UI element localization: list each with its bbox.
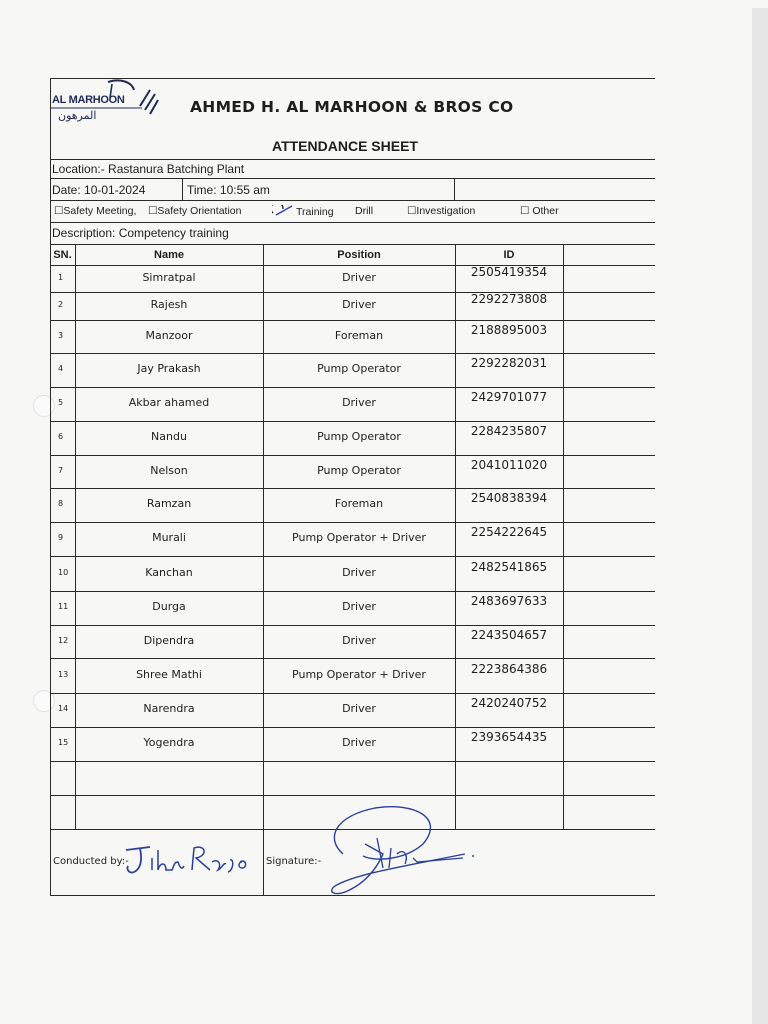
row-name: Shree Mathi [136, 668, 202, 681]
option-safety-meeting: ☐Safety Meeting, [54, 205, 137, 217]
table-row-divider [50, 658, 655, 659]
row-divider [50, 200, 655, 201]
row-position: Pump Operator [317, 430, 401, 443]
row-sn: 6 [58, 432, 64, 441]
table-row-divider [50, 455, 655, 456]
row-sn: 14 [58, 704, 69, 713]
time-field: Time: 10:55 am [187, 183, 270, 197]
option-investigation: ☐Investigation [407, 205, 476, 217]
conductor-handwritten-name [122, 840, 262, 880]
row-id: 2292282031 [470, 356, 548, 370]
row-name: Dipendra [143, 634, 195, 647]
header-id: ID [503, 249, 515, 261]
row-id: 2482541865 [470, 560, 548, 574]
footer-divider [263, 829, 264, 895]
row-id: 2505419354 [470, 265, 548, 279]
table-row-divider [50, 292, 655, 293]
table-row-divider [50, 591, 655, 592]
table-row-divider [50, 488, 655, 489]
table-column-divider [563, 244, 564, 829]
row-position: Foreman [334, 497, 384, 510]
row-position: Driver [342, 702, 376, 715]
row-position: Driver [342, 600, 376, 613]
row-id: 2429701077 [470, 390, 548, 404]
col-divider [454, 178, 455, 200]
row-sn: 5 [58, 398, 64, 407]
row-position: Driver [342, 736, 376, 749]
logo-text-arabic: المرهون [58, 109, 97, 122]
row-position: Driver [342, 298, 376, 311]
row-position: Driver [342, 566, 376, 579]
row-id: 2188895003 [470, 323, 548, 337]
page-edge-shadow [752, 8, 768, 1024]
header-sn: SN. [53, 249, 72, 261]
row-sn: 2 [58, 300, 64, 309]
row-position: Driver [342, 396, 376, 409]
header-bottom-border [50, 265, 655, 266]
row-name: Jay Prakash [137, 362, 201, 375]
row-id: 2483697633 [470, 594, 548, 608]
row-sn: 8 [58, 499, 64, 508]
row-id: 2041011020 [470, 458, 548, 472]
row-position: Pump Operator [317, 464, 401, 477]
table-row-divider [50, 727, 655, 728]
row-name: Narendra [143, 702, 195, 715]
logo-text-english: AL MARHOON [52, 94, 125, 106]
row-name: Murali [152, 531, 186, 544]
table-row-divider [50, 625, 655, 626]
row-sn: 7 [58, 466, 64, 475]
company-logo [50, 78, 160, 128]
signature-scribble [305, 798, 485, 898]
table-row-divider [50, 556, 655, 557]
description-field: Description: Competency training [52, 226, 229, 240]
table-row-divider [50, 795, 655, 796]
row-id: 2284235807 [470, 424, 548, 438]
option-drill: Drill [355, 205, 374, 217]
header-name: Name [154, 249, 184, 261]
row-position: Foreman [334, 329, 384, 342]
row-sn: 15 [58, 738, 69, 747]
row-name: Nandu [151, 430, 187, 443]
left-border [50, 78, 51, 896]
row-name: Kanchan [145, 566, 193, 579]
row-sn: 13 [58, 670, 69, 679]
row-name: Durga [152, 600, 186, 613]
row-sn: 10 [58, 568, 69, 577]
row-id: 2393654435 [470, 730, 548, 744]
table-row-divider [50, 761, 655, 762]
row-position: Driver [342, 271, 376, 284]
table-row-divider [50, 320, 655, 321]
row-id: 2540838394 [470, 491, 548, 505]
row-name: Ramzan [146, 497, 192, 510]
company-name: AHMED H. AL MARHOON & BROS CO [190, 98, 514, 116]
row-position: Pump Operator [317, 362, 401, 375]
row-id: 2292273808 [470, 292, 548, 306]
option-training-label: Training [296, 205, 334, 218]
row-divider [50, 159, 655, 160]
row-id: 2420240752 [470, 696, 548, 710]
option-safety-orientation: ☐Safety Orientation [148, 205, 242, 217]
row-id: 2243504657 [470, 628, 548, 642]
row-name: Rajesh [150, 298, 188, 311]
signature-label: Signature:- [266, 856, 322, 867]
row-sn: 11 [58, 602, 69, 611]
table-row-divider [50, 387, 655, 388]
row-name: Manzoor [145, 329, 193, 342]
row-position: Pump Operator + Driver [292, 531, 426, 544]
header-position: Position [337, 249, 381, 261]
table-row-divider [50, 522, 655, 523]
date-field: Date: 10-01-2024 [52, 183, 146, 197]
row-sn: 12 [58, 636, 69, 645]
sheet-title: ATTENDANCE SHEET [272, 138, 418, 154]
row-name: Akbar ahamed [128, 396, 210, 409]
row-sn: 3 [58, 331, 64, 340]
attendance-sheet [50, 78, 655, 896]
row-divider [50, 178, 655, 179]
table-row-divider [50, 421, 655, 422]
row-sn: 4 [58, 364, 64, 373]
row-sn: 1 [58, 273, 64, 282]
top-border [50, 78, 655, 79]
row-position: Driver [342, 634, 376, 647]
col-divider [182, 178, 183, 200]
row-name: Simratpal [142, 271, 196, 284]
conducted-by-label: Conducted by:- [53, 856, 129, 867]
row-name: Yogendra [143, 736, 195, 749]
option-other: ☐ Other [520, 205, 559, 217]
row-id: 2223864386 [470, 662, 548, 676]
table-row-divider [50, 693, 655, 694]
table-row-divider [50, 353, 655, 354]
row-name: Nelson [150, 464, 188, 477]
row-id: 2254222645 [470, 525, 548, 539]
location-field: Location:- Rastanura Batching Plant [52, 162, 245, 176]
row-divider [50, 222, 655, 223]
table-top-border [50, 244, 655, 245]
row-position: Pump Operator + Driver [292, 668, 426, 681]
row-sn: 9 [58, 533, 64, 542]
option-training-checked [272, 205, 334, 219]
